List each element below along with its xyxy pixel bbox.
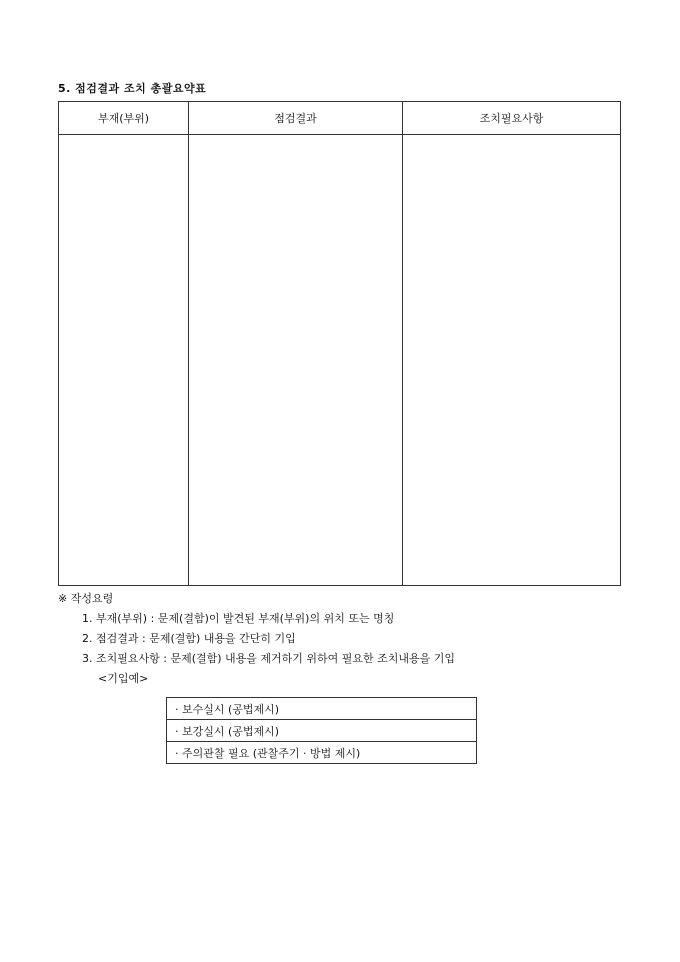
example-label: <기입예> bbox=[98, 672, 149, 685]
cell-inspection-result[interactable] bbox=[189, 135, 403, 586]
section-title: 5. 점검결과 조치 총괄요약표 bbox=[58, 82, 207, 95]
guide-item-1: 1. 부재(부위) : 문제(결함)이 발견된 부재(부위)의 위치 또는 명칭 bbox=[82, 612, 395, 625]
header-required-action: 조치필요사항 bbox=[403, 102, 621, 135]
cell-required-action[interactable] bbox=[403, 135, 621, 586]
guide-item-2: 2. 점검결과 : 문제(결함) 내용을 간단히 기입 bbox=[82, 632, 296, 645]
example-item-2: · 보강실시 (공법제시) bbox=[167, 720, 477, 742]
writing-guide-heading: ※ 작성요령 bbox=[58, 592, 114, 605]
guide-item-3: 3. 조치필요사항 : 문제(결함) 내용을 제거하기 위하여 필요한 조치내용을 기입 bbox=[82, 652, 456, 665]
example-item-3: · 주의관찰 필요 (관찰주기 · 방법 제시) bbox=[167, 742, 477, 764]
writing-guide bbox=[58, 589, 618, 689]
summary-table-body-row bbox=[59, 135, 621, 586]
header-inspection-result: 점검결과 bbox=[189, 102, 403, 135]
cell-member[interactable] bbox=[59, 135, 189, 586]
summary-table bbox=[58, 101, 621, 586]
header-member: 부재(부위) bbox=[59, 102, 189, 135]
example-item-1: · 보수실시 (공법제시) bbox=[167, 698, 477, 720]
example-table bbox=[166, 697, 477, 764]
summary-table-header-row bbox=[59, 102, 621, 135]
